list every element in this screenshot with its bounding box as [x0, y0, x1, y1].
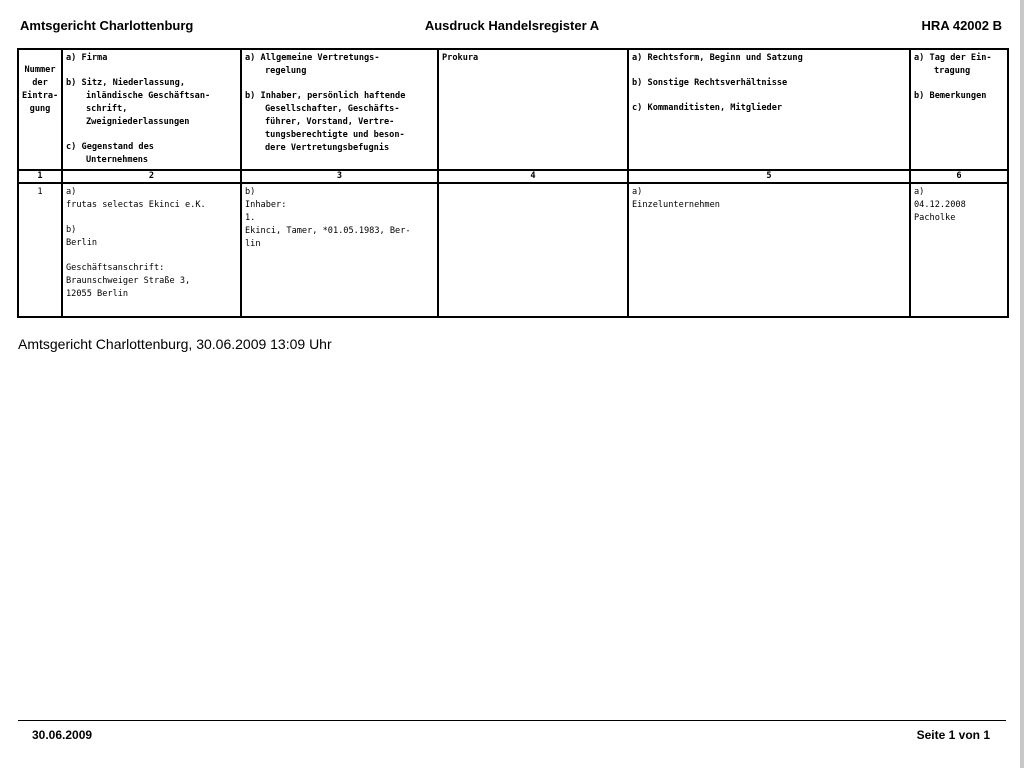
column-number: 4: [438, 170, 628, 183]
entry-col-3: b) Inhaber: 1. Ekinci, Tamer, *01.05.1983, Ber- lin: [241, 183, 438, 317]
sitz-value: Berlin: [66, 238, 98, 248]
register-number: HRA 42002 B: [921, 18, 1002, 33]
entry-col-6: a) 04.12.2008 Pacholke: [910, 183, 1008, 317]
register-table: [17, 48, 1009, 318]
firma-value: frutas selectas Ekinci e.K.: [66, 200, 206, 210]
header-col-4: Prokura: [438, 49, 628, 170]
entry-number: 1: [18, 183, 62, 317]
header-col-1: Nummer der Eintra- gung: [18, 49, 62, 170]
document-header: [20, 18, 1004, 38]
column-number: 1: [18, 170, 62, 183]
window-edge: [1020, 0, 1024, 768]
page-number: Seite 1 von 1: [916, 728, 990, 742]
entry-date: 04.12.2008: [914, 200, 966, 210]
header-col-5: a) Rechtsform, Beginn und Satzung b) Sonstige Rechtsverhältnisse c) Kommanditisten, Mitglieder: [628, 49, 910, 170]
clerk-name: Pacholke: [914, 213, 956, 223]
print-stamp: Amtsgericht Charlottenburg, 30.06.2009 13:09 Uhr: [18, 336, 332, 352]
header-col-3: a) Allgemeine Vertretungs- regelung b) Inhaber, persönlich haftende Gesellschafter, Geschäfts- führer, Vorstand, Vertre- tungsberechtigte und beson- dere Vertretungsbefugnis: [241, 49, 438, 170]
column-number: 2: [62, 170, 241, 183]
entry-col-5: a) Einzelunternehmen: [628, 183, 910, 317]
footer-divider: [18, 720, 1006, 721]
column-number: 6: [910, 170, 1008, 183]
document-title: Ausdruck Handelsregister A: [424, 18, 600, 33]
address-street: Braunschweiger Straße 3,: [66, 276, 191, 286]
footer-date: 30.06.2009: [32, 728, 93, 742]
entry-col-4: [438, 183, 628, 317]
table-header-row: [18, 49, 1008, 170]
address-city: 12055 Berlin: [66, 289, 129, 299]
table-row: [18, 183, 1008, 317]
entry-col-2: a) frutas selectas Ekinci e.K. b) Berlin Geschäftsanschrift: Braunschweiger Straße 3, 12055 Berlin: [62, 183, 241, 317]
column-number: 3: [241, 170, 438, 183]
header-col-6: a) Tag der Ein- tragung b) Bemerkungen: [910, 49, 1008, 170]
column-number: 5: [628, 170, 910, 183]
court-name: Amtsgericht Charlottenburg: [20, 18, 194, 33]
header-col-2: a) Firma b) Sitz, Niederlassung, inländische Geschäftsan- schrift, Zweigniederlassungen c) Gegenstand des Unternehmens: [62, 49, 241, 170]
owner-name: Ekinci, Tamer, *01.05.1983, Ber-: [245, 226, 411, 236]
column-number-row: [18, 170, 1008, 183]
legal-form-value: Einzelunternehmen: [632, 200, 720, 210]
